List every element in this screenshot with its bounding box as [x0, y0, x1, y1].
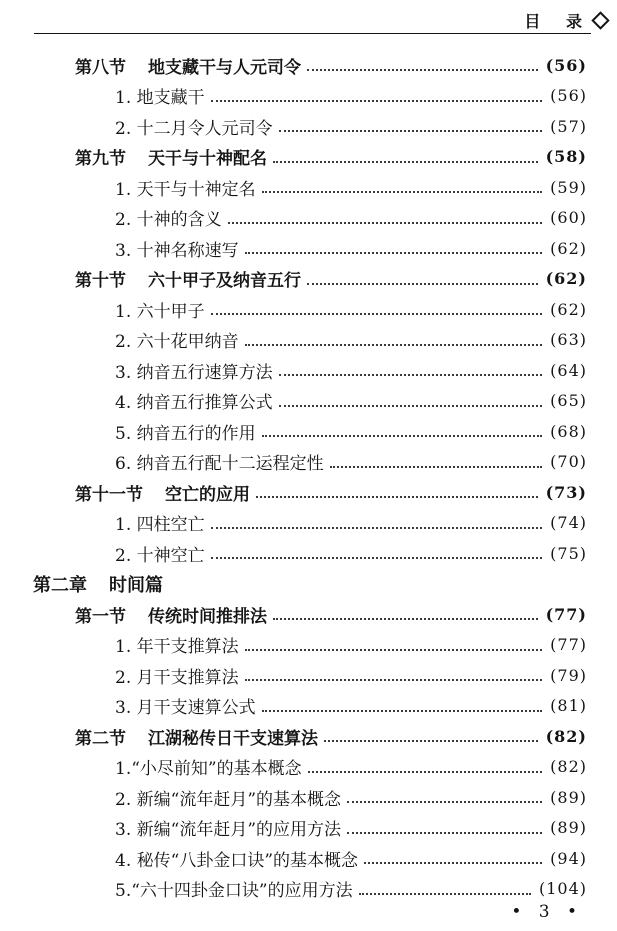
toc-entry-label	[115, 663, 239, 688]
toc-item-entry	[0, 782, 617, 813]
toc-entry-title: 2. 十二月令人元司令	[115, 118, 273, 139]
toc-page-number: (77)	[545, 604, 587, 624]
toc-item-entry	[0, 81, 617, 112]
toc-entry-title: 1. 天干与十神定名	[115, 179, 256, 200]
toc-entry-label	[33, 571, 163, 597]
page-number: • 3 •	[511, 902, 583, 922]
toc-entry-label	[115, 297, 205, 322]
toc-section-entry	[0, 264, 617, 295]
toc-entry-label	[115, 632, 239, 657]
dot-leader	[307, 69, 538, 71]
dot-leader	[330, 466, 543, 468]
toc-item-entry	[0, 325, 617, 356]
toc-entry-number: 第二节	[75, 728, 126, 749]
toc-page-number: (94)	[550, 848, 587, 868]
toc-page-number: (59)	[550, 177, 587, 197]
dot-leader	[211, 557, 543, 559]
dot-leader	[262, 710, 543, 712]
toc-entry-title: 空亡的应用	[165, 484, 250, 505]
toc-page-number: (79)	[550, 665, 587, 685]
toc-page-number: (57)	[550, 116, 587, 136]
toc-entry-title: 4. 纳音五行推算公式	[115, 393, 273, 414]
toc-entry-title: 3. 月干支速算公式	[115, 698, 256, 719]
toc-entry-title: 3. 新编“流年赶月”的应用方法	[115, 820, 342, 841]
toc-entry-title: 1. 地支藏干	[115, 88, 205, 109]
dot-leader	[307, 283, 538, 285]
toc-entry-label	[75, 144, 267, 169]
dot-leader	[308, 771, 543, 773]
running-header	[524, 9, 609, 32]
toc-page-number: (62)	[550, 299, 587, 319]
toc-item-entry	[0, 111, 617, 142]
toc-page-number: (89)	[550, 787, 587, 807]
toc-entry-label	[115, 205, 222, 230]
toc-entry-number: 第十一节	[75, 484, 143, 505]
toc-item-entry	[0, 874, 617, 905]
toc-page-number: (62)	[545, 269, 587, 289]
toc-section-entry	[0, 477, 617, 508]
dot-leader	[262, 435, 543, 437]
toc-entry-title: 2. 十神空亡	[115, 545, 205, 566]
dot-leader	[211, 100, 543, 102]
toc-section-entry	[0, 142, 617, 173]
toc-entry-label	[115, 510, 205, 535]
toc-item-entry	[0, 660, 617, 691]
toc-page-number: (64)	[550, 360, 587, 380]
toc-entry-title: 地支藏干与人元司令	[148, 57, 301, 78]
toc-page-number: (56)	[550, 86, 587, 106]
toc-entry-label	[115, 785, 341, 810]
toc-entry-label	[75, 266, 301, 291]
toc-entry-label	[75, 602, 267, 627]
dot-leader	[279, 130, 543, 132]
toc-entry-label	[115, 846, 358, 871]
toc-entry-title: 6. 纳音五行配十二运程定性	[115, 454, 324, 475]
toc-entry-label	[115, 693, 256, 718]
dot-leader	[256, 496, 538, 498]
toc-entry-title: 3. 纳音五行速算方法	[115, 362, 273, 383]
toc-entry-title: 1.“小尽前知”的基本概念	[115, 759, 302, 780]
toc-item-entry	[0, 752, 617, 783]
dot-leader	[245, 679, 543, 681]
toc-entry-number: 第十节	[75, 271, 126, 292]
dot-leader	[364, 862, 542, 864]
toc-page-number: (73)	[545, 482, 587, 502]
toc-entry-label	[115, 876, 353, 901]
toc-entry-label	[115, 449, 324, 474]
toc-item-entry	[0, 813, 617, 844]
toc-page-number: (70)	[550, 452, 587, 472]
toc-entry-title: 2. 月干支推算法	[115, 667, 239, 688]
dot-leader	[279, 405, 543, 407]
toc-entry-title: 1. 年干支推算法	[115, 637, 239, 658]
toc-item-entry	[0, 233, 617, 264]
toc-item-entry	[0, 630, 617, 661]
dot-leader	[211, 527, 543, 529]
toc-entry-label	[115, 815, 341, 840]
toc-page-number: (81)	[550, 696, 587, 716]
toc-page-number: (77)	[550, 635, 587, 655]
toc-section-entry	[0, 721, 617, 752]
toc-entry-title: 2. 十神的含义	[115, 210, 222, 231]
toc-chapter-heading	[0, 569, 617, 600]
toc-entry-label	[115, 175, 256, 200]
dot-leader	[273, 161, 538, 163]
dot-leader	[211, 313, 543, 315]
toc-entry-title: 5. 纳音五行的作用	[115, 423, 256, 444]
toc-page-number: (56)	[545, 55, 587, 75]
toc-entry-number: 第二章	[33, 574, 87, 596]
dot-leader	[273, 618, 538, 620]
toc-entry-label	[75, 724, 318, 749]
toc-page-number: (74)	[550, 513, 587, 533]
header-title-text: 目 录	[524, 12, 592, 31]
toc-entry-label	[115, 754, 302, 779]
toc-entry-label	[115, 83, 205, 108]
toc-entry-label	[115, 236, 239, 261]
toc-entry-title: 六十甲子及纳音五行	[148, 271, 301, 292]
toc-page-number: (104)	[538, 879, 587, 899]
toc-section-entry	[0, 50, 617, 81]
toc-item-entry	[0, 508, 617, 539]
toc-item-entry	[0, 447, 617, 478]
toc-item-entry	[0, 416, 617, 447]
toc-entry-label	[115, 327, 239, 352]
toc-entry-number: 第八节	[75, 57, 126, 78]
toc-page-number: (60)	[550, 208, 587, 228]
toc-entry-title: 3. 十神名称速写	[115, 240, 239, 261]
toc-item-entry	[0, 172, 617, 203]
dot-leader	[245, 252, 543, 254]
toc-entry-title: 1. 六十甲子	[115, 301, 205, 322]
toc-entry-title: 天干与十神配名	[148, 149, 267, 170]
toc-section-entry	[0, 599, 617, 630]
table-of-contents	[0, 50, 617, 904]
toc-page-number: (75)	[550, 543, 587, 563]
dot-leader	[347, 801, 542, 803]
toc-entry-number: 第九节	[75, 149, 126, 170]
toc-item-entry	[0, 294, 617, 325]
toc-page-number: (58)	[545, 147, 587, 167]
header-divider	[34, 33, 591, 34]
dot-leader	[245, 344, 543, 346]
toc-page-number: (82)	[545, 726, 587, 746]
diamond-icon	[591, 11, 609, 29]
toc-entry-label	[115, 388, 273, 413]
toc-page-number: (82)	[550, 757, 587, 777]
toc-entry-title: 5.“六十四卦金口诀”的应用方法	[115, 881, 353, 902]
toc-entry-label	[115, 114, 273, 139]
dot-leader	[359, 893, 531, 895]
dot-leader	[245, 649, 543, 651]
toc-page-number: (63)	[550, 330, 587, 350]
toc-entry-title: 1. 四柱空亡	[115, 515, 205, 536]
toc-entry-label	[115, 358, 273, 383]
toc-entry-number: 第一节	[75, 606, 126, 627]
dot-leader	[228, 222, 543, 224]
toc-entry-title: 4. 秘传“八卦金口诀”的基本概念	[115, 850, 359, 871]
dot-leader	[279, 374, 543, 376]
toc-entry-title: 2. 六十花甲纳音	[115, 332, 239, 353]
toc-entry-label	[75, 480, 250, 505]
toc-page-number: (65)	[550, 391, 587, 411]
toc-item-entry	[0, 203, 617, 234]
dot-leader	[262, 191, 543, 193]
dot-leader	[347, 832, 542, 834]
toc-entry-title: 江湖秘传日干支速算法	[148, 728, 318, 749]
toc-page-number: (62)	[550, 238, 587, 258]
toc-entry-title: 2. 新编“流年赶月”的基本概念	[115, 789, 342, 810]
toc-item-entry	[0, 691, 617, 722]
toc-item-entry	[0, 538, 617, 569]
toc-entry-label	[75, 53, 301, 78]
toc-entry-title: 传统时间推排法	[148, 606, 267, 627]
toc-item-entry	[0, 386, 617, 417]
dot-leader	[324, 740, 538, 742]
toc-item-entry	[0, 843, 617, 874]
toc-item-entry	[0, 355, 617, 386]
toc-entry-label	[115, 419, 256, 444]
toc-entry-label	[115, 541, 205, 566]
toc-page-number: (89)	[550, 818, 587, 838]
toc-entry-title: 时间篇	[109, 574, 163, 596]
toc-page-number: (68)	[550, 421, 587, 441]
